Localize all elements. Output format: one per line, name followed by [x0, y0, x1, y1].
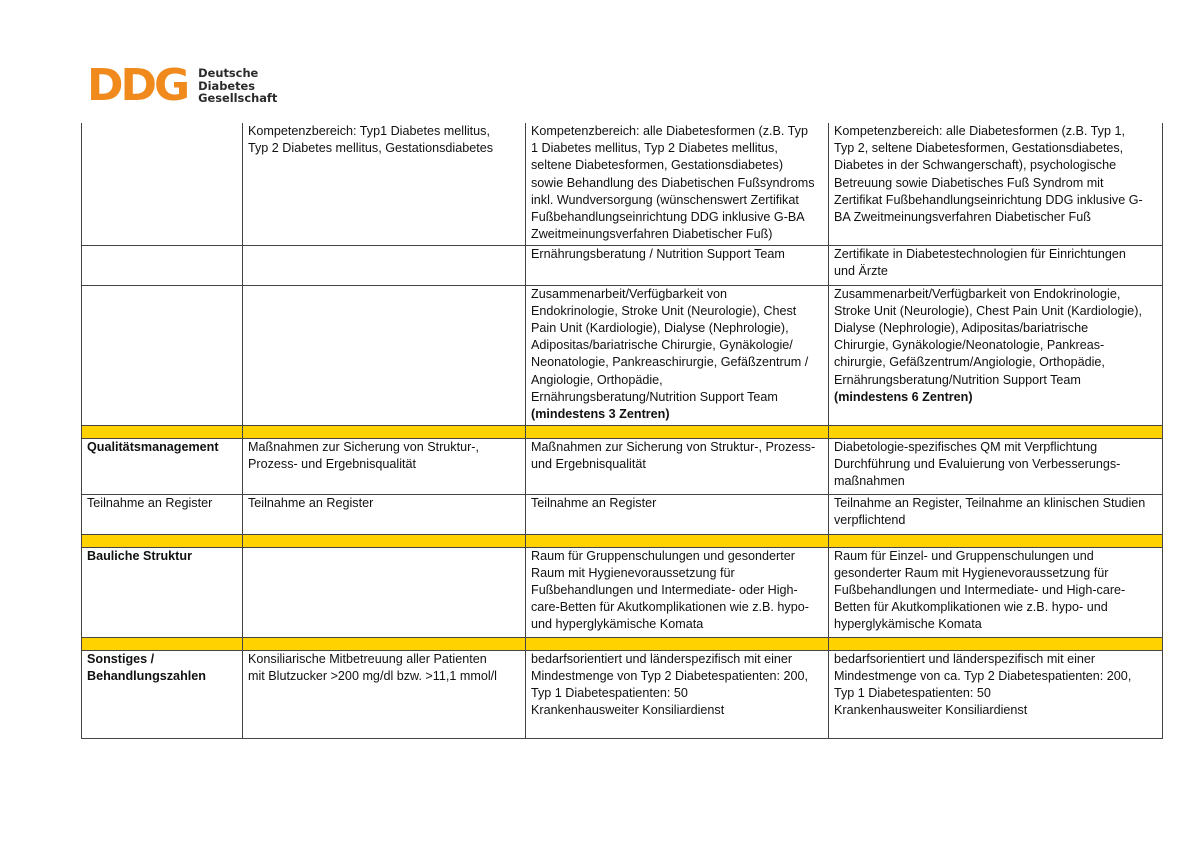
table-cell: Diabetologie-spezifisches QM mit Verpflichtung Durchführung und Evaluierung von Verbesserungs- maßnahmen	[829, 438, 1163, 494]
table-cell: Konsiliarische Mitbetreuung aller Patienten mit Blutzucker >200 mg/dl bzw. >11,1 mmol/l	[243, 650, 526, 738]
cell-text: Zusammenarbeit/Verfügbarkeit von Endokrinologie, Stroke Unit (Neurologie), Chest Pain Unit (Kardiologie), Dialyse (Nephrologie), Adipositas/bariatrische Chirurgie, Gynäkologie/ Neonatologie, Pankreaschirurgie, Gefäßzentrum / Angiologie, Orthopädie, Ernährungsberatung/Nutrition Support Team	[531, 286, 809, 404]
table-cell	[526, 285, 829, 425]
table-cell	[82, 123, 243, 245]
cell-bold-note: (mindestens 6 Zentren)	[834, 389, 973, 404]
table-cell: Teilnahme an Register, Teilnahme an klinischen Studien verpflichtend	[829, 494, 1163, 534]
logo-mark: DDG	[87, 60, 188, 111]
table-row-register	[82, 494, 1163, 534]
separator-cell	[82, 637, 243, 650]
requirements-table	[81, 123, 1163, 739]
table-cell: Kompetenzbereich: Typ1 Diabetes mellitus, Typ 2 Diabetes mellitus, Gestationsdiabetes	[243, 123, 526, 245]
table-cell: Teilnahme an Register	[243, 494, 526, 534]
separator-cell	[82, 425, 243, 438]
table-row-zusammenarbeit	[82, 285, 1163, 425]
separator-row	[82, 534, 1163, 547]
table-cell	[82, 285, 243, 425]
table-cell: Kompetenzbereich: alle Diabetesformen (z.B. Typ 1 Diabetes mellitus, Typ 2 Diabetes mellitus, seltene Diabetesformen, Gestationsdiabetes) sowie Behandlung des Diabetischen Fußsyndroms inkl. Wundversorgung (wünschenswert Zertifikat Fußbehandlungseinrichtung DDG inklusive G-BA Zweitmeinungsverfahren Diabetischer Fuß)	[526, 123, 829, 245]
row-heading: Sonstiges / Behandlungszahlen	[82, 650, 243, 738]
table-row-kompetenz	[82, 123, 1163, 245]
separator-cell	[829, 534, 1163, 547]
table-row-ernaehrung	[82, 245, 1163, 285]
table-cell: Kompetenzbereich: alle Diabetesformen (z.B. Typ 1, Typ 2, seltene Diabetesformen, Gestationsdiabetes, Diabetes in der Schwangerschaft), psychologische Betreuung sowie Diabetisches Fuß Syndrom mit Zertifikat Fußbehandlungseinrichtung DDG inklusive G- BA Zweitmeinungsverfahren Diabetischer Fuß	[829, 123, 1163, 245]
separator-cell	[829, 425, 1163, 438]
logo-line: Gesellschaft	[198, 91, 278, 106]
table-cell	[829, 285, 1163, 425]
table-cell	[82, 245, 243, 285]
logo-line: Deutsche	[198, 66, 259, 81]
separator-cell	[243, 637, 526, 650]
cell-text: Zusammenarbeit/Verfügbarkeit von Endokrinologie, Stroke Unit (Neurologie), Chest Pain Unit (Kardiologie), Dialyse (Nephrologie), Adipositas/bariatrische Chirurgie, Gynäkologie/Neonatologie, Pankreas- chirurgie, Gefäßzentrum/Angiologie, Orthopädie, Ernährungsberatung/Nutrition Support Team	[834, 286, 1142, 387]
separator-cell	[243, 534, 526, 547]
separator-cell	[526, 425, 829, 438]
table-cell: Zertifikate in Diabetestechnologien für Einrichtungen und Ärzte	[829, 245, 1163, 285]
table-row-bau	[82, 547, 1163, 637]
table-row-sonstiges	[82, 650, 1163, 738]
separator-cell	[82, 534, 243, 547]
separator-row	[82, 425, 1163, 438]
table-cell: Ernährungsberatung / Nutrition Support Team	[526, 245, 829, 285]
separator-cell	[526, 534, 829, 547]
row-heading: Teilnahme an Register	[82, 494, 243, 534]
separator-cell	[829, 637, 1163, 650]
cell-bold-note: (mindestens 3 Zentren)	[531, 406, 670, 421]
logo-line: Diabetes	[198, 78, 256, 93]
separator-cell	[243, 425, 526, 438]
separator-cell	[526, 637, 829, 650]
table-cell: bedarfsorientiert und länderspezifisch mit einer Mindestmenge von Typ 2 Diabetespatienten: 200, Typ 1 Diabetespatienten: 50 Krankenhausweiter Konsiliardienst	[526, 650, 829, 738]
table-cell: Raum für Einzel- und Gruppenschulungen und gesonderter Raum mit Hygienevoraussetzung für Fußbehandlungen und Intermediate- und High-care- Betten für Akutkomplikationen wie z.B. hypo- und hyperglykämische Komata	[829, 547, 1163, 637]
table-cell	[243, 285, 526, 425]
table-cell: Maßnahmen zur Sicherung von Struktur-, Prozess- und Ergebnisqualität	[243, 438, 526, 494]
table-cell	[243, 245, 526, 285]
ddg-logo	[87, 60, 278, 111]
table-cell: bedarfsorientiert und länderspezifisch mit einer Mindestmenge von ca. Typ 2 Diabetespatienten: 200, Typ 1 Diabetespatienten: 50 Krankenhausweiter Konsiliardienst	[829, 650, 1163, 738]
table-row-qm	[82, 438, 1163, 494]
separator-row	[82, 637, 1163, 650]
table-cell: Raum für Gruppenschulungen und gesonderter Raum mit Hygienevoraussetzung für Fußbehandlungen und Intermediate- oder High- care-Betten für Akutkomplikationen wie z.B. hypo- und hyperglykämische Komata	[526, 547, 829, 637]
table-cell	[243, 547, 526, 637]
table-cell: Teilnahme an Register	[526, 494, 829, 534]
table-cell: Maßnahmen zur Sicherung von Struktur-, Prozess- und Ergebnisqualität	[526, 438, 829, 494]
row-heading: Qualitätsmanagement	[82, 438, 243, 494]
row-heading: Bauliche Struktur	[82, 547, 243, 637]
logo-text	[198, 67, 277, 104]
